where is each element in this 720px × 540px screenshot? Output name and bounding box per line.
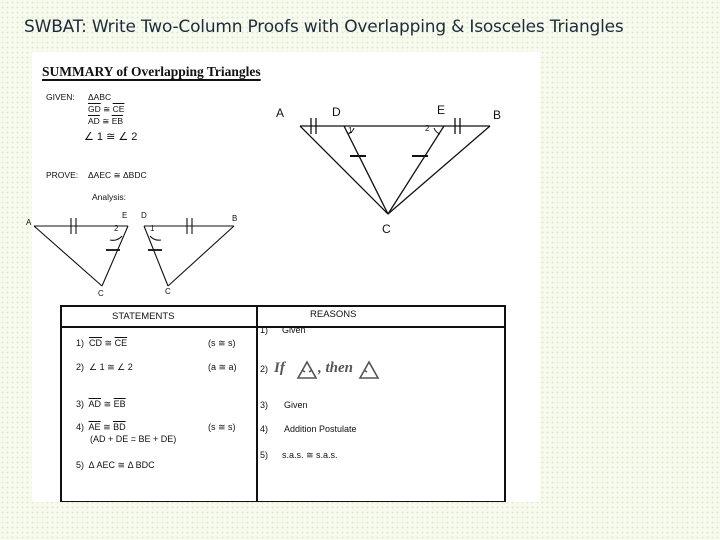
given-rel: ≅ (103, 104, 111, 114)
given-seg-eb: $\overline{EB}$ (111, 116, 124, 126)
segment-eb: $\overline{EB}$ (113, 399, 126, 409)
row-2-reason-number: 2) (260, 364, 269, 374)
split-angle-2: 2 (114, 224, 119, 233)
split-point-b: B (232, 214, 238, 223)
prove-label: PROVE: (46, 170, 79, 180)
point-b-label: B (493, 108, 502, 122)
row-3-reason: Given (284, 400, 308, 410)
triangle-icon (298, 362, 316, 378)
given-triangle: ΔABC (88, 92, 112, 102)
table-row-1-statement (76, 338, 127, 349)
split-triangles-figure (34, 218, 234, 286)
congruent-symbol: ≅ (104, 338, 113, 348)
segment-bc-right (168, 226, 234, 286)
triangle-icon (360, 362, 378, 378)
row-2-note: (a ≅ a) (208, 362, 237, 372)
row-4-line2: (AD + DE = BE + DE) (90, 434, 177, 444)
row-number: 1) (76, 338, 85, 348)
split-point-d: D (141, 211, 147, 220)
prove-statement: ΔAEC ≅ ΔBDC (88, 170, 147, 180)
split-point-e: E (122, 211, 128, 220)
table-row-4-statement (76, 422, 126, 433)
congruent-symbol: ≅ (103, 399, 112, 409)
row-2-if-text: If (274, 360, 285, 376)
row-3-reason-number: 3) (260, 400, 269, 410)
segment-ce: $\overline{CE}$ (114, 338, 128, 348)
segment-bc (388, 126, 490, 214)
split-point-c-right: C (165, 287, 171, 296)
segment-bd: $\overline{BD}$ (113, 422, 126, 432)
point-c-label: C (382, 222, 391, 236)
row-5-reason: s.a.s. ≅ s.a.s. (282, 450, 338, 460)
split-point-c-left: C (98, 289, 104, 298)
row-number: 4) (76, 422, 85, 432)
row-number: 2) (76, 362, 85, 372)
row-5-reason-number: 5) (260, 450, 269, 460)
segment-dc-right (144, 226, 168, 286)
table-row-3-statement (76, 399, 126, 410)
main-triangle-figure (300, 118, 490, 214)
segment-dc (344, 126, 388, 214)
statements-header: STATEMENTS (112, 311, 175, 322)
segment-ec-left (102, 226, 128, 286)
point-e-label: E (437, 103, 446, 117)
row-number: 3) (76, 399, 85, 409)
given-segments-1 (88, 104, 124, 115)
row-number: 5) (76, 460, 85, 470)
segment-ac-left (34, 226, 102, 286)
worksheet-image (26, 52, 540, 502)
given-seg-ad: $\overline{AD}$ (88, 116, 100, 126)
proof-table-lines (61, 306, 505, 502)
given-rel: ≅ (102, 116, 110, 126)
split-point-a: A (26, 218, 32, 227)
angle-1-label: 1 (348, 126, 353, 135)
row-1-reason: Given (282, 325, 306, 335)
point-a-label: A (276, 106, 285, 120)
row-1-reason-number: 1) (260, 325, 269, 335)
triangle-statement: Δ AEC ≅ Δ BDC (88, 460, 155, 470)
analysis-label: Analysis: (92, 192, 127, 202)
row-2-then-text: , then (318, 360, 354, 376)
given-seg-ce: $\overline{CE}$ (112, 104, 125, 114)
table-row-2-statement (76, 362, 133, 373)
angle-2-label: 2 (425, 124, 430, 133)
row-4-note: (s ≅ s) (208, 422, 236, 432)
congruent-symbol: ≅ (103, 422, 111, 432)
row-4-reason: Addition Postulate (284, 424, 357, 434)
given-segments-2 (88, 116, 123, 127)
segment-ac (300, 126, 388, 214)
angle-statement: ∠ 1 ≅ ∠ 2 (89, 362, 133, 372)
given-angles: ∠ 1 ≅ ∠ 2 (84, 131, 138, 143)
given-label: GIVEN: (46, 92, 75, 102)
summary-heading: SUMMARY of Overlapping Triangles (42, 64, 261, 79)
given-seg-gd: $\overline{GD}$ (88, 104, 101, 114)
segment-ec (388, 126, 444, 214)
table-row-5-statement (76, 460, 155, 471)
slide-title: SWBAT: Write Two-Column Proofs with Overlapping & Isosceles Triangles (24, 17, 624, 37)
segment-ad: $\overline{AD}$ (88, 399, 102, 409)
point-d-label: D (332, 105, 341, 119)
segment-ae: $\overline{AE}$ (88, 422, 101, 432)
row-1-note: (s ≅ s) (208, 338, 236, 348)
reasons-header: REASONS (310, 309, 357, 320)
split-angle-1: 1 (150, 224, 155, 233)
row-4-reason-number: 4) (260, 424, 269, 434)
segment-cd: $\overline{CD}$ (89, 338, 103, 348)
